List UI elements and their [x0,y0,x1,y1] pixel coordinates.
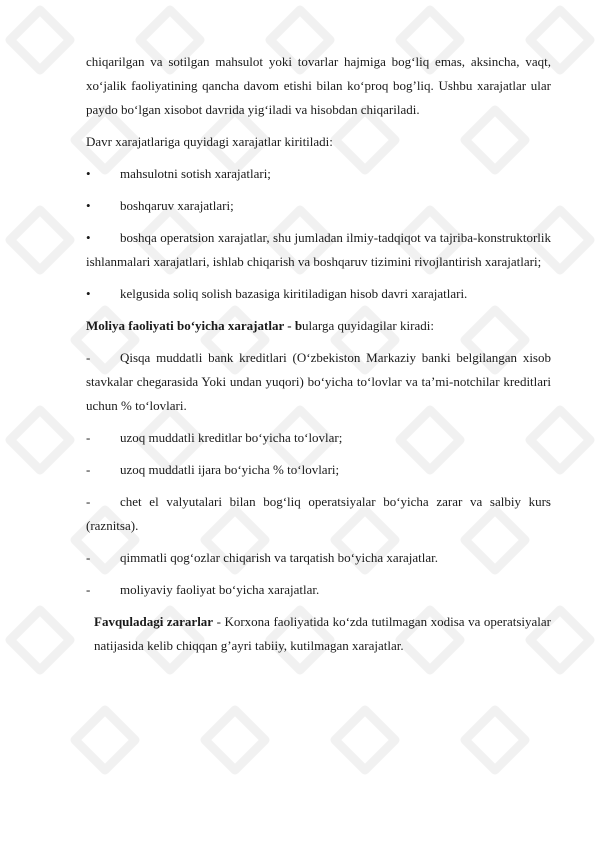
dash-text: chet el valyutalari bilan bog‘liq operatsiyalar bo‘yicha zarar va salbiy kurs (raznitsa). [86,494,551,533]
dash-item [86,546,551,570]
paragraph-intro: chiqarilgan va sotilgan mahsulot yoki tovarlar hajmiga bog‘liq emas, aksincha, vaqt, xo‘jalik faoliyatining qancha davom etishi bilan ko‘proq bog’liq. Ushbu xarajatlar ular paydo bo‘lgan xisobot davrida yig‘iladi va hisobdan chiqariladi. [86,54,551,117]
watermark-shape [75,710,135,770]
watermark-shape [10,10,70,70]
bullet-marker: • [86,198,91,213]
dash-marker: - [86,430,91,445]
section-extraordinary-losses [86,610,551,658]
dash-text: uzoq muddatli ijara bo‘yicha % to‘lovlari; [120,462,340,477]
bullet-marker: • [86,166,91,181]
bullet-text: mahsulotni sotish xarajatlari; [120,166,271,181]
bullet-item [86,226,551,274]
watermark-shape [10,210,70,270]
watermark-shape [10,610,70,670]
dash-marker: - [86,494,91,509]
section-heading-bold: Moliya faoliyati bo‘yicha xarajatlar - b [86,318,303,333]
paragraph-list-intro: Davr xarajatlariga quyidagi xarajatlar kiritiladi: [86,134,333,149]
watermark-shape [465,710,525,770]
dash-item [86,458,551,482]
dash-text: qimmatli qog‘ozlar chiqarish va tarqatish bo‘yicha xarajatlar. [120,550,439,565]
section-financial-expenses [86,314,551,338]
section-heading-rest: ularga quyidagilar kiradi: [302,318,434,333]
watermark-shape [205,710,265,770]
dash-text: moliyaviy faoliyat bo‘yicha xarajatlar. [120,582,320,597]
dash-item [86,490,551,538]
dash-marker: - [86,550,91,565]
dash-item [86,426,551,450]
bullet-text: boshqa operatsion xarajatlar, shu jumladan ilmiy-tadqiqot va tajriba-konstruktorlik ishlanmalari xarajatlari, ishlab chiqarish va boshqaruv tizimini rivojlantirish xarajatlari; [86,230,551,269]
bullet-marker: • [86,230,91,245]
bullet-item [86,282,551,306]
bullet-item [86,162,551,186]
watermark-shape [10,410,70,470]
dash-item [86,578,551,602]
bullet-text: kelgusida soliq solish bazasiga kiritiladigan hisob davri xarajatlari. [120,286,468,301]
section-body: - Korxona faoliyatida ko‘zda tutilmagan xodisa va operatsiyalar natijasida kelib chiqqan g’ayri tabiiy, kutilmagan xarajatlar. [94,614,552,653]
dash-item [86,346,551,418]
section-heading-bold: Favquladagi zararlar [94,614,214,629]
dash-text: Qisqa muddatli bank kreditlari (O‘zbekiston Markaziy banki belgilangan xisob stavkalar chegarasida Yoki undan yuqori) bo‘yicha to‘lovlar va ta’mi-notchilar kreditlari uchun % to‘lovlari. [86,350,551,413]
bullet-item [86,194,551,218]
watermark-shape [335,710,395,770]
dash-text: uzoq muddatli kreditlar bo‘yicha to‘lovlar; [120,430,343,445]
bullet-text: boshqaruv xarajatlari; [120,198,234,213]
document-body [86,50,551,666]
dash-marker: - [86,462,91,477]
bullet-marker: • [86,286,91,301]
dash-marker: - [86,350,91,365]
dash-marker: - [86,582,91,597]
